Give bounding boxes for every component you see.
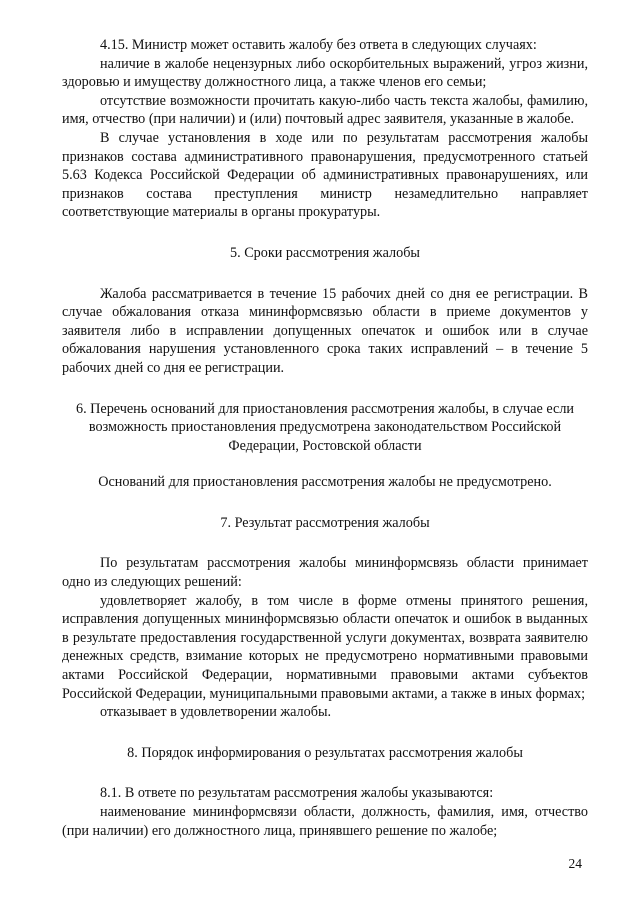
paragraph-4-15-item-obscene: наличие в жалобе нецензурных либо оскорбительных выражений, угроз жизни, здоровью и имуществу должностного лица, а также членов его семьи; <box>62 55 588 91</box>
paragraph-7: По результатам рассмотрения жалобы мининформсвязь области принимает одно из следующих решений: <box>62 555 588 591</box>
paragraph-4-15-item-unreadable: отсутствие возможности прочитать какую-либо часть текста жалобы, фамилию, имя, отчество (при наличии) и (или) почтовый адрес заявителя, указанные в жалобе. <box>62 92 588 128</box>
spacer <box>62 762 588 784</box>
document-page <box>62 36 588 840</box>
spacer <box>62 492 588 514</box>
section-heading-7: 7. Результат рассмотрения жалобы <box>220 514 430 531</box>
spacer <box>62 263 588 285</box>
section-heading-8: 8. Порядок информирования о результатах рассмотрения жалобы <box>127 744 523 761</box>
paragraph-4-15-offense: В случае установления в ходе или по результатам рассмотрения жалобы признаков состава административного правонарушения, предусмотренного статьей 5.63 Кодекса Российской Федерации об административных правонарушениях, или признаков состава преступления министр незамедлительно направляет соответствующие материалы в органы прокуратуры. <box>62 129 588 221</box>
paragraph-8-1: 8.1. В ответе по результатам рассмотрения жалобы указываются: <box>100 785 494 802</box>
paragraph-8-1-item-name: наименование мининформсвязи области, должность, фамилия, имя, отчество (при наличии) его должностного лица, принявшего решение по жалобе; <box>62 804 588 839</box>
paragraph-5: Жалоба рассматривается в течение 15 рабочих дней со дня ее регистрации. В случае обжалования отказа мининформсвязью области в приеме документов у заявителя либо в исправлении допущенных опечаток и ошибок или в случае обжалования нарушения установленного срока таких исправлений – в течение 5 рабочих дней со дня ее регистрации. <box>62 285 588 376</box>
page-number: 24 <box>568 856 582 871</box>
section-heading-5: 5. Сроки рассмотрения жалобы <box>230 244 420 261</box>
paragraph-7-item-refuse: отказывает в удовлетворении жалобы. <box>100 704 332 721</box>
paragraph-7-item-satisfy: удовлетворяет жалобу, в том числе в форме отмены принятого решения, исправления допущенных мининформсвязью области опечаток и ошибок в выданных в результате предоставления государственной услуги документах, возврата заявителю денежных средств, взимание которых не предусмотрено нормативными правовыми актами Российской Федерации, нормативными правовыми актами субъектов Российской Федерации, муниципальными правовыми актами, а также в иных формах; <box>62 592 588 702</box>
section-heading-6: 6. Перечень оснований для приостановления рассмотрения жалобы, в случае если возможность приостановления предусмотрена законодательством Российской Федерации, Ростовской области <box>75 400 575 454</box>
spacer <box>62 378 588 400</box>
spacer <box>62 222 588 244</box>
paragraph-6: Оснований для приостановления рассмотрения жалобы не предусмотрено. <box>98 474 552 491</box>
spacer <box>62 722 588 744</box>
spacer <box>62 532 588 554</box>
spacer <box>62 455 588 473</box>
paragraph-4-15: 4.15. Министр может оставить жалобу без ответа в следующих случаях: <box>100 37 537 53</box>
